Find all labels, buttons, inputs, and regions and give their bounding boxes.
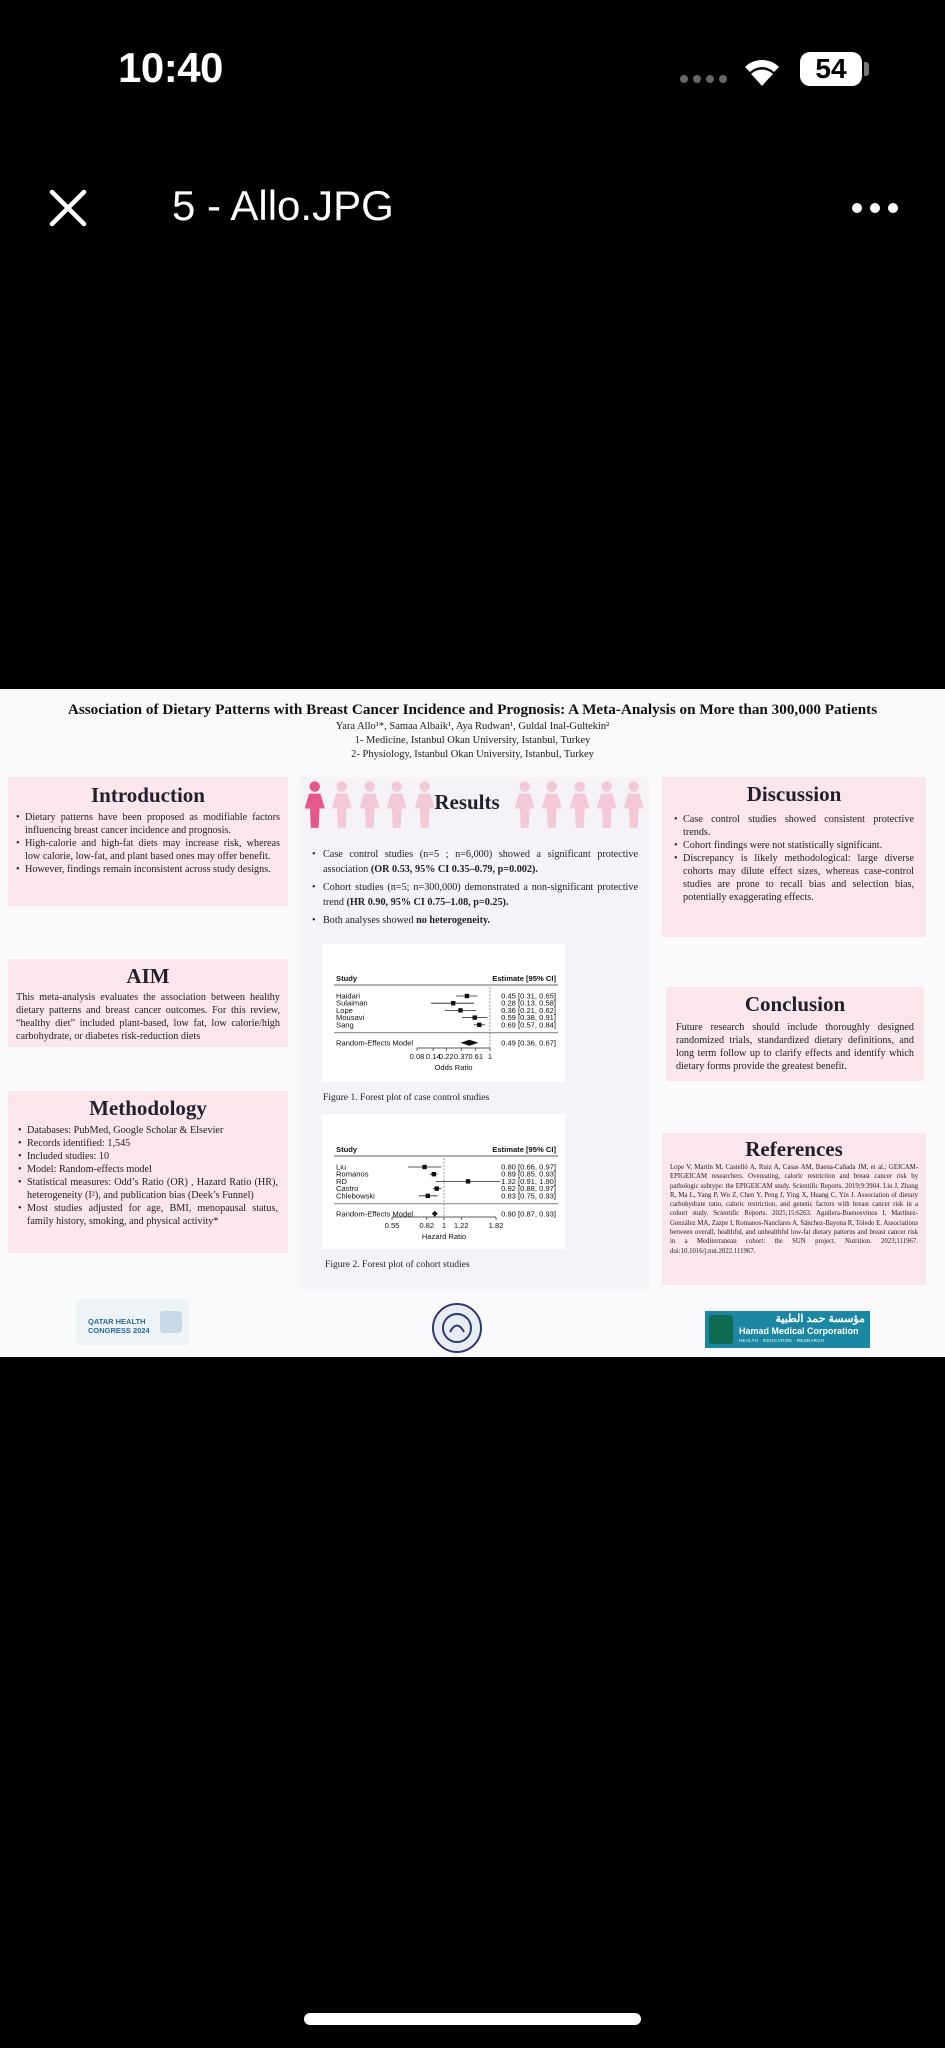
forest-x-tick-label: 1	[441, 1221, 447, 1230]
results-bullet-2-stat: (HR 0.90, 95% CI 0.75–1.08, p=0.25).	[346, 897, 509, 908]
forest-study-label: Mousavi	[336, 1013, 365, 1023]
forest-summary-diamond	[460, 1040, 478, 1046]
hmc-tagline: HEALTH · EDUCATION · RESEARCH	[739, 1338, 825, 1343]
discussion-bullet: • Case control studies showed consistent protective trends.	[674, 813, 914, 839]
forest-x-tick-label: 0.37	[453, 1052, 469, 1061]
forest-study-label: Romanos	[336, 1169, 369, 1179]
hamad-medical-corporation-logo	[705, 1311, 870, 1348]
forest-summary-estimate: 0.90 [0.87, 0.93]	[501, 1209, 556, 1219]
conclusion-text: Future research should include thoroughly designed randomized trials, standardized dietary definitions, and long term follow up to clarify effects and identify which dietary forms provide the greatest benefit.	[676, 1022, 914, 1072]
forest-point-estimate	[473, 1015, 477, 1019]
methodology-heading: Methodology	[89, 1096, 207, 1120]
forest-point-estimate	[477, 1023, 481, 1027]
introduction-panel	[8, 777, 288, 906]
forest-study-label: Haidari	[336, 991, 361, 1001]
methodology-panel	[8, 1091, 288, 1253]
forest-summary-estimate: 0.49 [0.36, 0.67]	[501, 1038, 556, 1048]
forest-study-label: Chlebowski	[336, 1191, 375, 1201]
forest-point-estimate	[458, 1008, 462, 1012]
forest-x-axis-label: Odds Ratio	[434, 1063, 473, 1072]
forest-estimate-label: 0.83 [0.75, 0.93]	[501, 1191, 556, 1201]
forest-point-estimate	[451, 1001, 455, 1005]
qhc-badge	[160, 1311, 182, 1333]
forest-x-tick-label: 0.82	[419, 1221, 435, 1230]
cellular-signal-icon	[680, 75, 727, 83]
forest-point-estimate	[435, 1186, 439, 1190]
forest-point-estimate	[466, 1179, 470, 1183]
aim-heading: AIM	[126, 964, 170, 988]
forest-point-estimate	[432, 1172, 436, 1176]
forest-x-axis-label: Hazard Ratio	[421, 1232, 467, 1241]
forest-x-tick-label: 0.22	[438, 1052, 454, 1061]
methodology-bullet: • Most studies adjusted for age, BMI, menopausal status, family history, smoking, and physical activity*	[18, 1202, 278, 1228]
forest-point-estimate	[465, 994, 469, 998]
aim-panel	[8, 959, 288, 1047]
forest-summary-label: Random-Effects Model	[336, 1209, 414, 1219]
forest-x-tick-label: 0.08	[409, 1052, 425, 1061]
results-bullet-1-text: Case control studies (n=5 ; n=6,000) showed a significant protective association	[323, 849, 638, 875]
more-options-icon[interactable]	[852, 203, 898, 213]
figure-1-caption: Figure 1. Forest plot of case control studies	[323, 1092, 490, 1103]
results-text	[312, 847, 638, 928]
wifi-icon	[740, 54, 784, 88]
forest-study-label: Sang	[336, 1020, 354, 1030]
methodology-bullet: • Model: Random-effects model	[18, 1163, 278, 1176]
qatar-health-congress-logo	[76, 1299, 190, 1345]
forest-estimate-label: 0.28 [0.13, 0.58]	[501, 998, 556, 1008]
poster-affiliation-1: 1- Medicine, Istanbul Okan University, Istanbul, Turkey	[354, 735, 591, 746]
references-text: Lope V, Martín M, Castelló A, Ruiz A, Casas AM, Baena-Cañada JM, et al.; GEICAM-EPIGEICAM researchers. Overeating, caloric restriction and breast cancer risk by pathologic subtype: the EPIGEICAM study. Scientific Reports. 2019;9:3904. Liu J, Zhang R, Ma L, Yang P, Wu Z, Chen Y, Peng J, Ying X, Huang C, Yin J. Association of dietary carbohydrate ratio, caloric restriction, and genetic factors with breast cancer risk in a cohort study. Scientific Reports. 2025;15:6263. Aguilera-Buenosvinos I, Martínez-González MA, Zazpe I, Romanos-Nanclares A, Sánchez-Bayona R, Toledo E. Associations between overall, healthful, and unhealthful low-fat dietary patterns and breast cancer risk in a Mediterranean cohort: the SUN project. Nutrition. 2023;111967. doi:10.1016/j.nut.2022.111967.	[670, 1164, 918, 1255]
forest-study-label: Liu	[336, 1162, 347, 1172]
methodology-bullet: • Included studies: 10	[18, 1150, 278, 1163]
okan-university-logo	[432, 1303, 482, 1353]
poster-affiliation-2: 2- Physiology, Istanbul Okan University, Istanbul, Turkey	[351, 749, 594, 760]
forest-study-label: Castro	[336, 1184, 359, 1194]
forest-header-study: Study	[336, 974, 358, 983]
okan-emblem-icon	[434, 1305, 480, 1351]
forest-plot-cohort	[322, 1114, 565, 1249]
forest-summary-label: Random-Effects Model	[336, 1038, 414, 1048]
hmc-arabic-name: مؤسسة حمد الطبية	[775, 1313, 865, 1325]
qhc-logo-text: QATAR HEALTH CONGRESS 2024	[88, 1317, 150, 1335]
forest-header-estimate: Estimate [95% CI]	[492, 1145, 556, 1154]
forest-estimate-label: 0.69 [0.57, 0.84]	[501, 1020, 556, 1030]
discussion-bullet: • Cohort findings were not statistically significant.	[674, 839, 914, 852]
poster-title: Association of Dietary Patterns with Breast Cancer Incidence and Prognosis: A Meta-Analysis on More than 300,000 Patients	[67, 701, 878, 718]
discussion-panel	[662, 777, 926, 937]
methodology-bullet: • Records identified: 1,545	[18, 1137, 278, 1150]
battery-icon: 54	[800, 52, 862, 86]
figure-2-caption: Figure 2. Forest plot of cohort studies	[325, 1259, 470, 1270]
poster-image[interactable]	[0, 689, 945, 1357]
introduction-bullet: • High-calorie and high-fat diets may increase risk, whereas low calorie, low-fat, and plant based ones may offer benefit.	[16, 837, 280, 863]
results-bullet: • Cohort studies (n=5; n=300,000) demonstrated a non-significant protective trend (HR 0.90, 95% CI 0.75–1.08, p=0.25).	[312, 882, 638, 908]
home-indicator[interactable]	[304, 2013, 641, 2025]
forest-x-tick-label: 1	[487, 1052, 493, 1061]
forest-estimate-label: 0.36 [0.21, 0.62]	[501, 1005, 556, 1015]
references-panel	[662, 1133, 926, 1285]
results-bullet: • Case control studies (n=5 ; n=6,000) showed a significant protective association (OR 0.53, 95% CI 0.35–0.79, p=0.002).	[312, 849, 638, 875]
results-bullet: • Both analyses showed no heterogeneity.	[312, 915, 491, 926]
forest-estimate-label: 0.92 [0.88, 0.97]	[501, 1184, 556, 1194]
hmc-english-name: Hamad Medical Corporation	[739, 1326, 859, 1336]
forest-estimate-label: 0.80 [0.66, 0.97]	[501, 1162, 556, 1172]
forest-x-tick-label: 0.61	[468, 1052, 484, 1061]
results-heading: Results	[434, 790, 500, 814]
results-bullet-2-text: Cohort studies (n=5; n=300,000) demonstrated a non-significant protective trend	[323, 882, 638, 908]
forest-study-label: RD	[336, 1176, 347, 1186]
forest-plot-1-svg	[322, 944, 565, 1082]
forest-x-tick-label: 1.22	[453, 1221, 469, 1230]
forest-summary-diamond	[432, 1211, 438, 1217]
forest-point-estimate	[426, 1194, 430, 1198]
forest-estimate-label: 1.32 [0.91, 1.90]	[501, 1176, 556, 1186]
forest-plot-2-svg	[322, 1114, 565, 1249]
forest-header-study: Study	[336, 1145, 358, 1154]
conclusion-panel	[666, 987, 924, 1081]
forest-x-tick-label: 0.14	[425, 1052, 441, 1061]
poster-authors: Yara Allo¹*, Samaa Albaik¹, Aya Rudwan¹, Guldal Inal-Gultekin²	[335, 721, 610, 732]
status-time: 10:40	[118, 44, 223, 91]
conclusion-heading: Conclusion	[744, 992, 846, 1016]
forest-x-tick-label: 0.55	[384, 1221, 400, 1230]
methodology-bullet: • Statistical measures: Odd’s Ratio (OR) , Hazard Ratio (HR), heterogeneity (I²), and publication bias (Deek’s Funnel)	[18, 1176, 278, 1202]
introduction-heading: Introduction	[91, 783, 205, 807]
battery-nub	[864, 62, 869, 76]
results-bullet-3-stat: no heterogeneity.	[416, 915, 491, 926]
forest-x-tick-label: 1.82	[488, 1221, 504, 1230]
forest-study-label: Lope	[336, 1005, 353, 1015]
aim-text: This meta-analysis evaluates the association between healthy dietary patterns and breast cancer outcomes. For this review, “healthy diet” included plant-based, low fat, low calorie/high carbohydrate, or diabetes risk-reduction diets	[16, 992, 280, 1042]
introduction-bullet: • However, findings remain inconsistent across study designs.	[16, 863, 280, 876]
introduction-bullet: • Dietary patterns have been proposed as modifiable factors influencing breast cancer incidence and prognosis.	[16, 811, 280, 837]
forest-plot-case-control	[322, 944, 565, 1082]
discussion-heading: Discussion	[746, 782, 842, 806]
forest-header-estimate: Estimate [95% CI]	[492, 974, 556, 983]
file-title: 5 - Allo.JPG	[172, 182, 394, 229]
references-heading: References	[745, 1137, 843, 1161]
forest-estimate-label: 0.59 [0.38, 0.91]	[501, 1013, 556, 1023]
hmc-emblem-icon	[709, 1315, 733, 1344]
close-icon[interactable]	[46, 186, 90, 230]
results-bullet-3-text: Both analyses showed	[323, 915, 417, 926]
forest-study-label: Sulaiman	[336, 998, 368, 1008]
results-bullet-1-stat: (OR 0.53, 95% CI 0.35–0.79, p=0.002).	[370, 864, 538, 875]
forest-estimate-label: 0.89 [0.85, 0.93]	[501, 1169, 556, 1179]
forest-point-estimate	[422, 1165, 426, 1169]
methodology-bullet: • Databases: PubMed, Google Scholar & Elsevier	[18, 1124, 278, 1137]
forest-estimate-label: 0.45 [0.31, 0.65]	[501, 991, 556, 1001]
discussion-bullet: • Discrepancy is likely methodological: large diverse cohorts may dilute effect sizes, whereas case-control studies are prone to recall bias and selection bias, potentially exaggerating effects.	[674, 852, 914, 904]
